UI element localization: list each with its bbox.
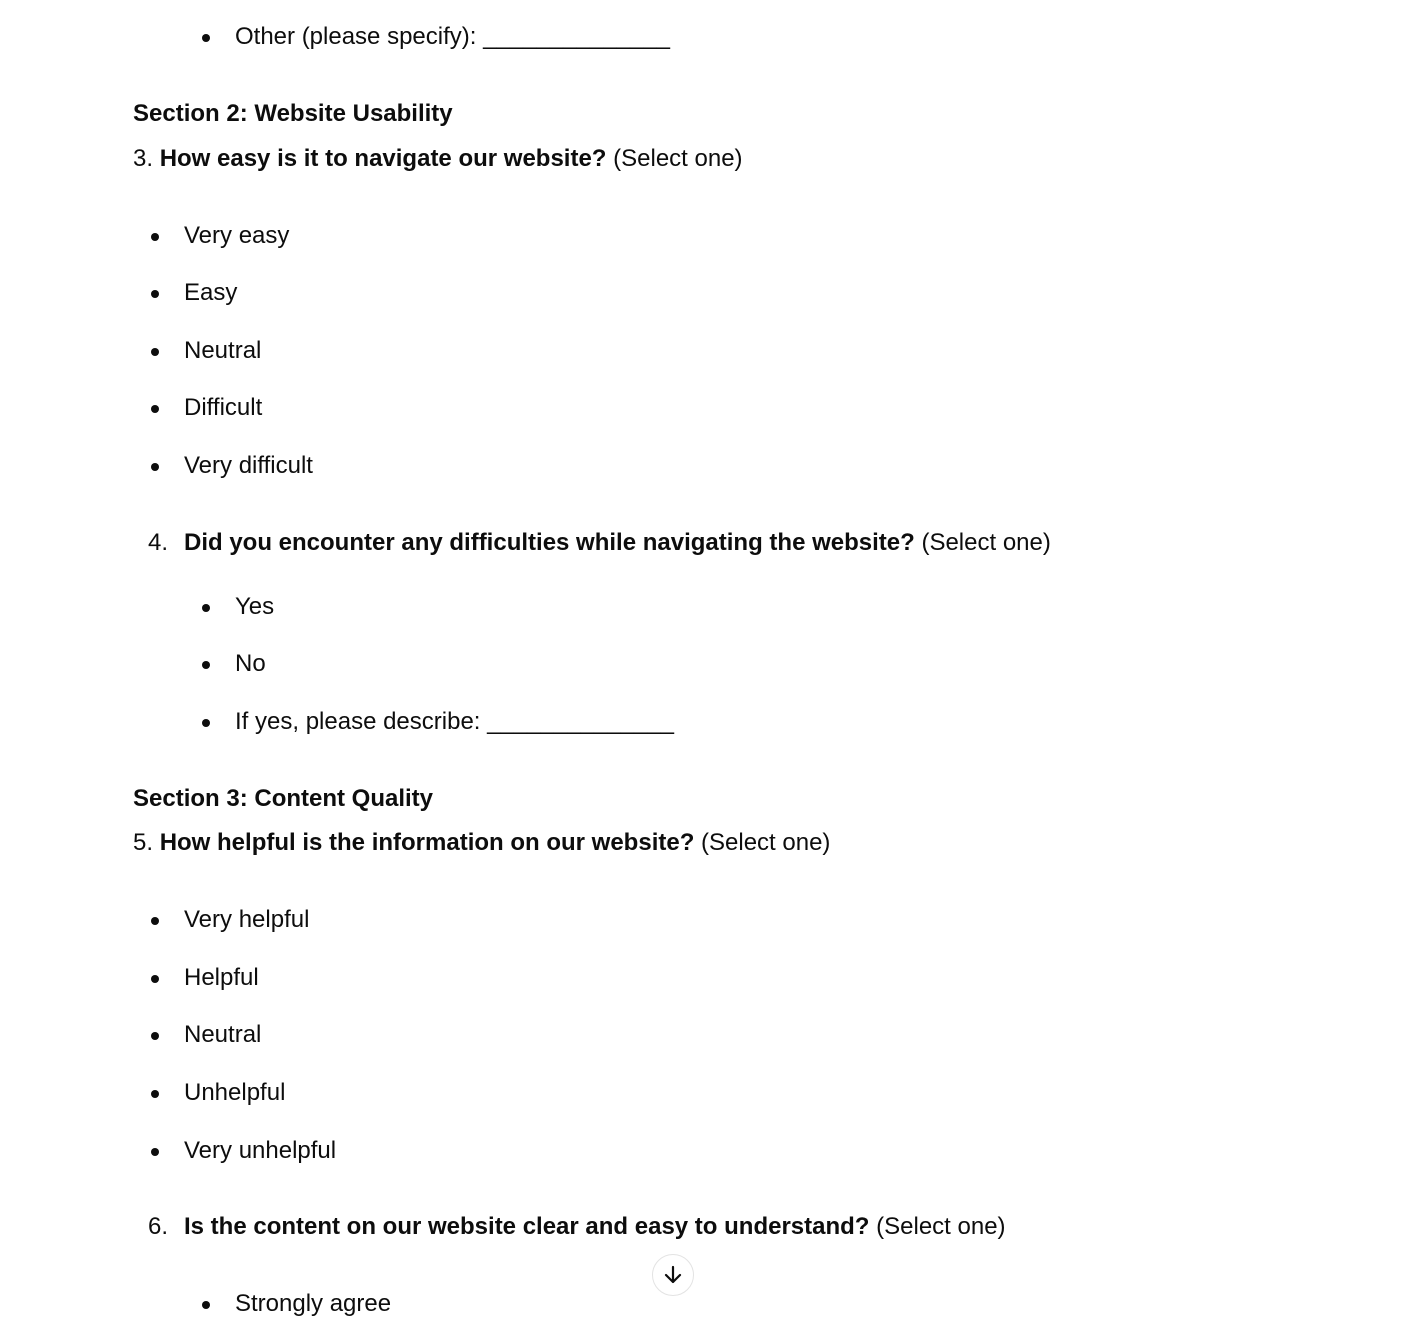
list-item: Very easy — [184, 222, 290, 249]
question-4: Did you encounter any difficulties while navigating the website? (Select one) — [184, 529, 1051, 556]
question-number: 6. — [148, 1213, 169, 1240]
list-item: Helpful — [184, 964, 259, 991]
bullet — [151, 463, 159, 471]
list-item: Unhelpful — [184, 1079, 286, 1106]
list-item: Other (please specify): ______________ — [235, 23, 670, 50]
bullet — [202, 604, 210, 612]
bullet — [151, 348, 159, 356]
list-item: Very difficult — [184, 452, 313, 479]
bullet — [151, 233, 159, 241]
bullet — [151, 405, 159, 413]
question-3: 3. How easy is it to navigate our website? (Select one) — [133, 145, 743, 172]
bullet — [202, 34, 210, 42]
bullet — [202, 1301, 210, 1309]
section-heading: Section 2: Website Usability — [133, 100, 453, 127]
arrow-down-icon — [662, 1264, 684, 1286]
bullet — [151, 1148, 159, 1156]
scroll-to-bottom-button[interactable] — [652, 1254, 694, 1296]
bullet — [151, 290, 159, 298]
section-heading: Section 3: Content Quality — [133, 785, 434, 812]
list-item: Strongly agree — [235, 1290, 392, 1317]
question-5: 5. How helpful is the information on our website? (Select one) — [133, 829, 831, 856]
list-item: Neutral — [184, 337, 262, 364]
list-item: Easy — [184, 279, 238, 306]
list-item: Very unhelpful — [184, 1137, 337, 1164]
list-item: Very helpful — [184, 906, 310, 933]
list-item: If yes, please describe: ______________ — [235, 708, 674, 735]
list-item: Neutral — [184, 1021, 262, 1048]
bullet — [151, 1090, 159, 1098]
bullet — [151, 1032, 159, 1040]
question-6: Is the content on our website clear and easy to understand? (Select one) — [184, 1213, 1006, 1240]
bullet — [202, 719, 210, 727]
list-item: No — [235, 650, 266, 677]
list-item: Yes — [235, 593, 275, 620]
bullet — [151, 917, 159, 925]
bullet — [151, 975, 159, 983]
question-number: 4. — [148, 529, 169, 556]
bullet — [202, 661, 210, 669]
list-item: Difficult — [184, 394, 263, 421]
